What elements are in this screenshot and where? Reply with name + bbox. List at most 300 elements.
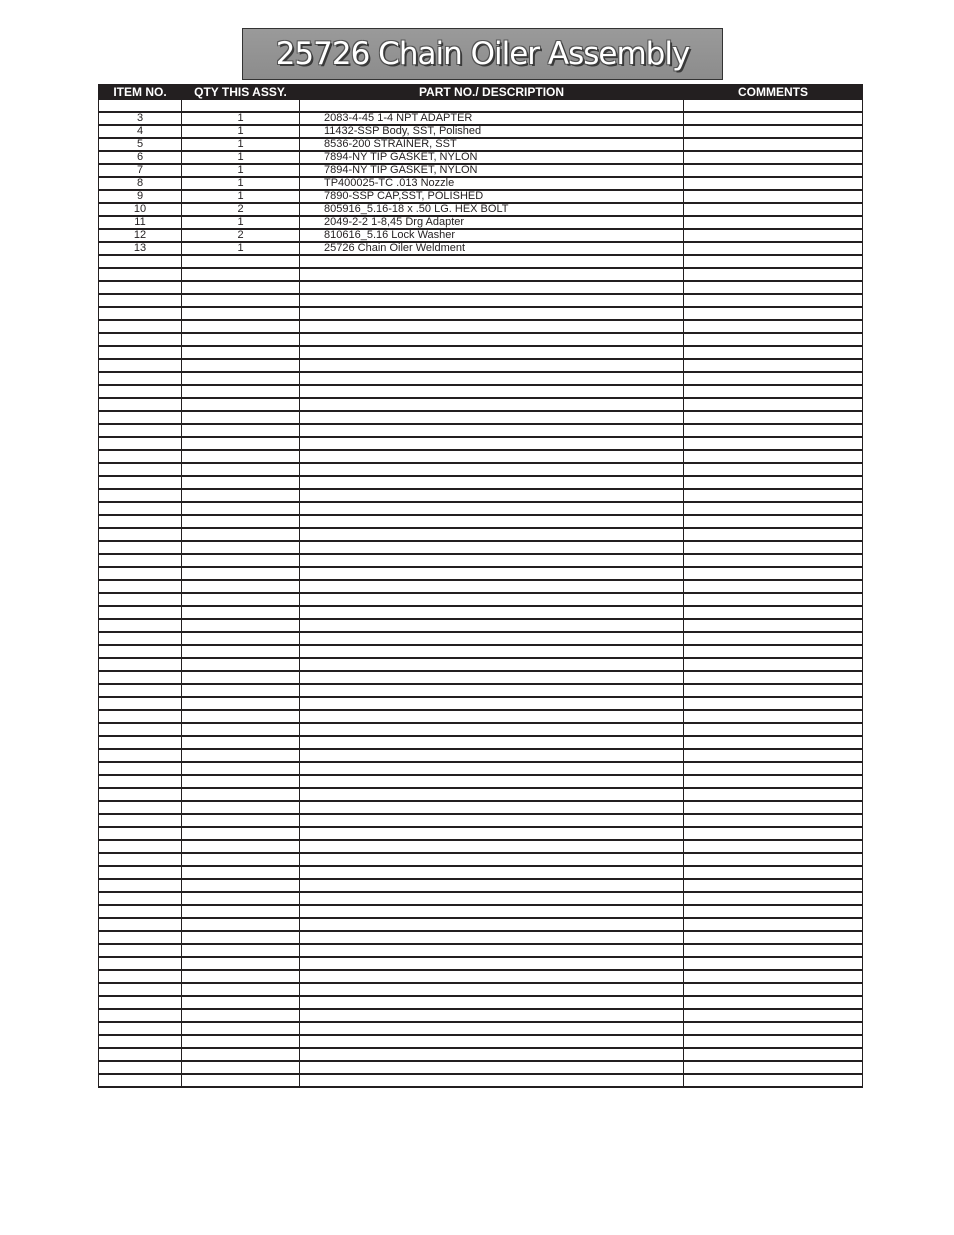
comments-cell bbox=[684, 970, 863, 983]
comments-cell bbox=[684, 450, 863, 463]
item-no-cell bbox=[99, 957, 182, 970]
comments-cell bbox=[684, 100, 863, 113]
part-description-cell bbox=[300, 892, 684, 905]
comments-cell bbox=[684, 333, 863, 346]
part-description-cell bbox=[300, 1022, 684, 1035]
table-body bbox=[99, 100, 863, 1088]
qty-cell bbox=[182, 944, 300, 957]
comments-cell bbox=[684, 736, 863, 749]
item-no-cell bbox=[99, 528, 182, 541]
table-row bbox=[99, 502, 863, 515]
table-row bbox=[99, 593, 863, 606]
comments-cell bbox=[684, 177, 863, 190]
comments-cell bbox=[684, 684, 863, 697]
comments-cell bbox=[684, 996, 863, 1009]
comments-cell bbox=[684, 567, 863, 580]
qty-cell bbox=[182, 1022, 300, 1035]
item-no-cell bbox=[99, 658, 182, 671]
part-description-cell bbox=[300, 268, 684, 281]
item-no-cell bbox=[99, 710, 182, 723]
part-description-cell bbox=[300, 333, 684, 346]
comments-cell bbox=[684, 385, 863, 398]
part-description-cell bbox=[300, 1048, 684, 1061]
qty-cell bbox=[182, 892, 300, 905]
table-row bbox=[99, 463, 863, 476]
item-no-cell: 5 bbox=[99, 138, 182, 151]
part-description-cell bbox=[300, 632, 684, 645]
table-row bbox=[99, 710, 863, 723]
page-title: 25726 Chain Oiler Assembly bbox=[275, 36, 690, 72]
qty-cell bbox=[182, 1048, 300, 1061]
item-no-cell bbox=[99, 398, 182, 411]
table-row bbox=[99, 346, 863, 359]
part-description-cell bbox=[300, 528, 684, 541]
part-description-cell bbox=[300, 983, 684, 996]
table-row bbox=[99, 775, 863, 788]
qty-cell bbox=[182, 1009, 300, 1022]
qty-cell bbox=[182, 307, 300, 320]
table-row bbox=[99, 1022, 863, 1035]
table-row bbox=[99, 801, 863, 814]
item-no-cell bbox=[99, 268, 182, 281]
item-no-cell bbox=[99, 749, 182, 762]
table-row bbox=[99, 515, 863, 528]
table-row bbox=[99, 385, 863, 398]
qty-cell bbox=[182, 710, 300, 723]
qty-cell bbox=[182, 866, 300, 879]
table-row bbox=[99, 658, 863, 671]
part-description-cell bbox=[300, 1061, 684, 1074]
comments-cell bbox=[684, 658, 863, 671]
item-no-cell bbox=[99, 983, 182, 996]
comments-cell bbox=[684, 346, 863, 359]
item-no-cell: 3 bbox=[99, 112, 182, 125]
qty-cell bbox=[182, 1061, 300, 1074]
qty-cell bbox=[182, 684, 300, 697]
part-description-cell: 2083-4-45 1-4 NPT ADAPTER bbox=[300, 112, 684, 125]
comments-cell bbox=[684, 229, 863, 242]
item-no-cell bbox=[99, 814, 182, 827]
comments-cell bbox=[684, 918, 863, 931]
table-row bbox=[99, 450, 863, 463]
item-no-cell bbox=[99, 801, 182, 814]
qty-cell bbox=[182, 775, 300, 788]
comments-cell bbox=[684, 710, 863, 723]
part-description-cell bbox=[300, 879, 684, 892]
item-no-cell bbox=[99, 606, 182, 619]
item-no-cell bbox=[99, 1061, 182, 1074]
qty-cell bbox=[182, 970, 300, 983]
table-row bbox=[99, 1009, 863, 1022]
table-row bbox=[99, 151, 863, 164]
qty-cell bbox=[182, 619, 300, 632]
qty-cell bbox=[182, 541, 300, 554]
table-row bbox=[99, 814, 863, 827]
qty-cell bbox=[182, 957, 300, 970]
comments-cell bbox=[684, 424, 863, 437]
table-row bbox=[99, 749, 863, 762]
part-description-cell: 11432-SSP Body, SST, Polished bbox=[300, 125, 684, 138]
comments-cell bbox=[684, 463, 863, 476]
item-no-cell bbox=[99, 580, 182, 593]
part-description-cell bbox=[300, 1035, 684, 1048]
table-row bbox=[99, 333, 863, 346]
table-row bbox=[99, 1035, 863, 1048]
comments-cell bbox=[684, 489, 863, 502]
item-no-cell bbox=[99, 1048, 182, 1061]
comments-cell bbox=[684, 112, 863, 125]
qty-cell: 2 bbox=[182, 229, 300, 242]
part-description-cell bbox=[300, 255, 684, 268]
comments-cell bbox=[684, 697, 863, 710]
part-description-cell bbox=[300, 476, 684, 489]
comments-cell bbox=[684, 151, 863, 164]
qty-cell bbox=[182, 554, 300, 567]
part-description-cell bbox=[300, 762, 684, 775]
part-description-cell bbox=[300, 359, 684, 372]
comments-cell bbox=[684, 372, 863, 385]
comments-cell bbox=[684, 268, 863, 281]
comments-cell bbox=[684, 1048, 863, 1061]
header-qty: QTY THIS ASSY. bbox=[182, 85, 300, 100]
table-row bbox=[99, 268, 863, 281]
part-description-cell bbox=[300, 1009, 684, 1022]
comments-cell bbox=[684, 398, 863, 411]
qty-cell bbox=[182, 580, 300, 593]
qty-cell bbox=[182, 593, 300, 606]
item-no-cell bbox=[99, 853, 182, 866]
part-description-cell bbox=[300, 554, 684, 567]
item-no-cell bbox=[99, 411, 182, 424]
qty-cell bbox=[182, 346, 300, 359]
part-description-cell bbox=[300, 658, 684, 671]
qty-cell bbox=[182, 606, 300, 619]
table-row bbox=[99, 528, 863, 541]
qty-cell bbox=[182, 515, 300, 528]
part-description-cell bbox=[300, 450, 684, 463]
item-no-cell bbox=[99, 866, 182, 879]
item-no-cell bbox=[99, 450, 182, 463]
table-row bbox=[99, 1048, 863, 1061]
qty-cell bbox=[182, 918, 300, 931]
comments-cell bbox=[684, 983, 863, 996]
part-description-cell bbox=[300, 580, 684, 593]
table-row bbox=[99, 632, 863, 645]
qty-cell bbox=[182, 359, 300, 372]
item-no-cell: 9 bbox=[99, 190, 182, 203]
part-description-cell bbox=[300, 567, 684, 580]
part-description-cell: TP400025-TC .013 Nozzle bbox=[300, 177, 684, 190]
item-no-cell bbox=[99, 476, 182, 489]
part-description-cell bbox=[300, 463, 684, 476]
item-no-cell: 13 bbox=[99, 242, 182, 255]
item-no-cell bbox=[99, 1074, 182, 1087]
part-description-cell: 7890-SSP CAP,SST, POLISHED bbox=[300, 190, 684, 203]
table-row bbox=[99, 671, 863, 684]
item-no-cell bbox=[99, 541, 182, 554]
table-row bbox=[99, 567, 863, 580]
part-description-cell bbox=[300, 100, 684, 113]
header-part-description: PART NO./ DESCRIPTION bbox=[300, 85, 684, 100]
part-description-cell bbox=[300, 814, 684, 827]
table-row bbox=[99, 424, 863, 437]
part-description-cell bbox=[300, 619, 684, 632]
item-no-cell bbox=[99, 255, 182, 268]
part-description-cell bbox=[300, 1074, 684, 1087]
item-no-cell bbox=[99, 100, 182, 113]
table-row bbox=[99, 489, 863, 502]
part-description-cell bbox=[300, 606, 684, 619]
parts-table bbox=[98, 84, 863, 1088]
table-row bbox=[99, 788, 863, 801]
table-row bbox=[99, 645, 863, 658]
qty-cell bbox=[182, 931, 300, 944]
comments-cell bbox=[684, 515, 863, 528]
table-row bbox=[99, 957, 863, 970]
table-row bbox=[99, 684, 863, 697]
table-row bbox=[99, 281, 863, 294]
item-no-cell bbox=[99, 554, 182, 567]
part-description-cell bbox=[300, 697, 684, 710]
part-description-cell bbox=[300, 749, 684, 762]
qty-cell bbox=[182, 645, 300, 658]
part-description-cell bbox=[300, 502, 684, 515]
table-row bbox=[99, 970, 863, 983]
item-no-cell: 11 bbox=[99, 216, 182, 229]
header-item-no: ITEM NO. bbox=[99, 85, 182, 100]
table-row bbox=[99, 580, 863, 593]
comments-cell bbox=[684, 437, 863, 450]
item-no-cell bbox=[99, 463, 182, 476]
item-no-cell bbox=[99, 320, 182, 333]
comments-cell bbox=[684, 1035, 863, 1048]
qty-cell bbox=[182, 697, 300, 710]
part-description-cell bbox=[300, 801, 684, 814]
part-description-cell bbox=[300, 424, 684, 437]
comments-cell bbox=[684, 125, 863, 138]
comments-cell bbox=[684, 541, 863, 554]
qty-cell bbox=[182, 333, 300, 346]
qty-cell: 1 bbox=[182, 242, 300, 255]
comments-cell bbox=[684, 203, 863, 216]
qty-cell bbox=[182, 385, 300, 398]
table-row bbox=[99, 112, 863, 125]
item-no-cell: 10 bbox=[99, 203, 182, 216]
part-description-cell: 8536-200 STRAINER, SST bbox=[300, 138, 684, 151]
part-description-cell bbox=[300, 294, 684, 307]
part-description-cell bbox=[300, 788, 684, 801]
table-row bbox=[99, 879, 863, 892]
table-row bbox=[99, 983, 863, 996]
qty-cell bbox=[182, 398, 300, 411]
part-description-cell bbox=[300, 827, 684, 840]
table-row bbox=[99, 892, 863, 905]
comments-cell bbox=[684, 593, 863, 606]
part-description-cell bbox=[300, 671, 684, 684]
item-no-cell bbox=[99, 736, 182, 749]
part-description-cell bbox=[300, 593, 684, 606]
comments-cell bbox=[684, 723, 863, 736]
qty-cell bbox=[182, 840, 300, 853]
item-no-cell bbox=[99, 697, 182, 710]
qty-cell: 1 bbox=[182, 164, 300, 177]
comments-cell bbox=[684, 164, 863, 177]
table-row bbox=[99, 1061, 863, 1074]
part-description-cell bbox=[300, 853, 684, 866]
qty-cell bbox=[182, 463, 300, 476]
item-no-cell bbox=[99, 892, 182, 905]
part-description-cell bbox=[300, 346, 684, 359]
comments-cell bbox=[684, 1022, 863, 1035]
table-row bbox=[99, 931, 863, 944]
table-row bbox=[99, 255, 863, 268]
table-row bbox=[99, 476, 863, 489]
table-row bbox=[99, 411, 863, 424]
table-row bbox=[99, 125, 863, 138]
comments-cell bbox=[684, 905, 863, 918]
qty-cell bbox=[182, 489, 300, 502]
comments-cell bbox=[684, 138, 863, 151]
table-row bbox=[99, 398, 863, 411]
part-description-cell bbox=[300, 645, 684, 658]
item-no-cell bbox=[99, 372, 182, 385]
item-no-cell bbox=[99, 931, 182, 944]
table-row bbox=[99, 359, 863, 372]
table-row bbox=[99, 736, 863, 749]
table-row bbox=[99, 762, 863, 775]
qty-cell bbox=[182, 814, 300, 827]
comments-cell bbox=[684, 1061, 863, 1074]
comments-cell bbox=[684, 762, 863, 775]
qty-cell bbox=[182, 528, 300, 541]
qty-cell bbox=[182, 281, 300, 294]
part-description-cell bbox=[300, 385, 684, 398]
table-row bbox=[99, 190, 863, 203]
item-no-cell bbox=[99, 515, 182, 528]
part-description-cell: 805916_5.16-18 x .50 LG. HEX BOLT bbox=[300, 203, 684, 216]
item-no-cell bbox=[99, 294, 182, 307]
qty-cell: 1 bbox=[182, 216, 300, 229]
part-description-cell bbox=[300, 541, 684, 554]
qty-cell bbox=[182, 411, 300, 424]
comments-cell bbox=[684, 840, 863, 853]
qty-cell bbox=[182, 749, 300, 762]
table-row bbox=[99, 905, 863, 918]
qty-cell bbox=[182, 268, 300, 281]
item-no-cell bbox=[99, 944, 182, 957]
table-row bbox=[99, 827, 863, 840]
qty-cell bbox=[182, 632, 300, 645]
part-description-cell bbox=[300, 515, 684, 528]
header-comments: COMMENTS bbox=[684, 85, 863, 100]
part-description-cell bbox=[300, 931, 684, 944]
part-description-cell: 2049-2-2 1-8,45 Drg Adapter bbox=[300, 216, 684, 229]
qty-cell bbox=[182, 424, 300, 437]
table-row bbox=[99, 840, 863, 853]
comments-cell bbox=[684, 814, 863, 827]
item-no-cell bbox=[99, 684, 182, 697]
qty-cell bbox=[182, 723, 300, 736]
item-no-cell bbox=[99, 346, 182, 359]
part-description-cell bbox=[300, 281, 684, 294]
table-row bbox=[99, 1074, 863, 1087]
comments-cell bbox=[684, 502, 863, 515]
comments-cell bbox=[684, 866, 863, 879]
item-no-cell bbox=[99, 489, 182, 502]
qty-cell: 1 bbox=[182, 125, 300, 138]
item-no-cell bbox=[99, 1009, 182, 1022]
comments-cell bbox=[684, 957, 863, 970]
table-row bbox=[99, 203, 863, 216]
qty-cell: 1 bbox=[182, 112, 300, 125]
item-no-cell bbox=[99, 632, 182, 645]
item-no-cell bbox=[99, 502, 182, 515]
part-description-cell bbox=[300, 684, 684, 697]
qty-cell bbox=[182, 983, 300, 996]
comments-cell bbox=[684, 359, 863, 372]
comments-cell bbox=[684, 1074, 863, 1087]
qty-cell: 2 bbox=[182, 203, 300, 216]
table-row bbox=[99, 723, 863, 736]
item-no-cell bbox=[99, 1035, 182, 1048]
table-row bbox=[99, 164, 863, 177]
item-no-cell bbox=[99, 567, 182, 580]
comments-cell bbox=[684, 619, 863, 632]
item-no-cell bbox=[99, 281, 182, 294]
part-description-cell bbox=[300, 398, 684, 411]
table-row bbox=[99, 697, 863, 710]
item-no-cell: 4 bbox=[99, 125, 182, 138]
item-no-cell: 6 bbox=[99, 151, 182, 164]
title-box bbox=[242, 28, 723, 80]
qty-cell: 1 bbox=[182, 177, 300, 190]
table-row bbox=[99, 177, 863, 190]
item-no-cell bbox=[99, 723, 182, 736]
part-description-cell bbox=[300, 905, 684, 918]
part-description-cell bbox=[300, 372, 684, 385]
qty-cell bbox=[182, 658, 300, 671]
table-row bbox=[99, 100, 863, 113]
comments-cell bbox=[684, 879, 863, 892]
table-row bbox=[99, 216, 863, 229]
qty-cell bbox=[182, 879, 300, 892]
part-description-cell: 7894-NY TIP GASKET, NYLON bbox=[300, 164, 684, 177]
qty-cell bbox=[182, 450, 300, 463]
table-row bbox=[99, 541, 863, 554]
table-row bbox=[99, 619, 863, 632]
comments-cell bbox=[684, 242, 863, 255]
comments-cell bbox=[684, 775, 863, 788]
part-description-cell bbox=[300, 437, 684, 450]
qty-cell bbox=[182, 671, 300, 684]
part-description-cell bbox=[300, 710, 684, 723]
part-description-cell bbox=[300, 723, 684, 736]
table-row bbox=[99, 554, 863, 567]
comments-cell bbox=[684, 1009, 863, 1022]
qty-cell: 1 bbox=[182, 138, 300, 151]
part-description-cell bbox=[300, 944, 684, 957]
comments-cell bbox=[684, 632, 863, 645]
table-row bbox=[99, 437, 863, 450]
comments-cell bbox=[684, 190, 863, 203]
comments-cell bbox=[684, 606, 863, 619]
part-description-cell bbox=[300, 918, 684, 931]
table-row bbox=[99, 242, 863, 255]
item-no-cell bbox=[99, 1022, 182, 1035]
qty-cell bbox=[182, 372, 300, 385]
item-no-cell bbox=[99, 762, 182, 775]
item-no-cell bbox=[99, 905, 182, 918]
